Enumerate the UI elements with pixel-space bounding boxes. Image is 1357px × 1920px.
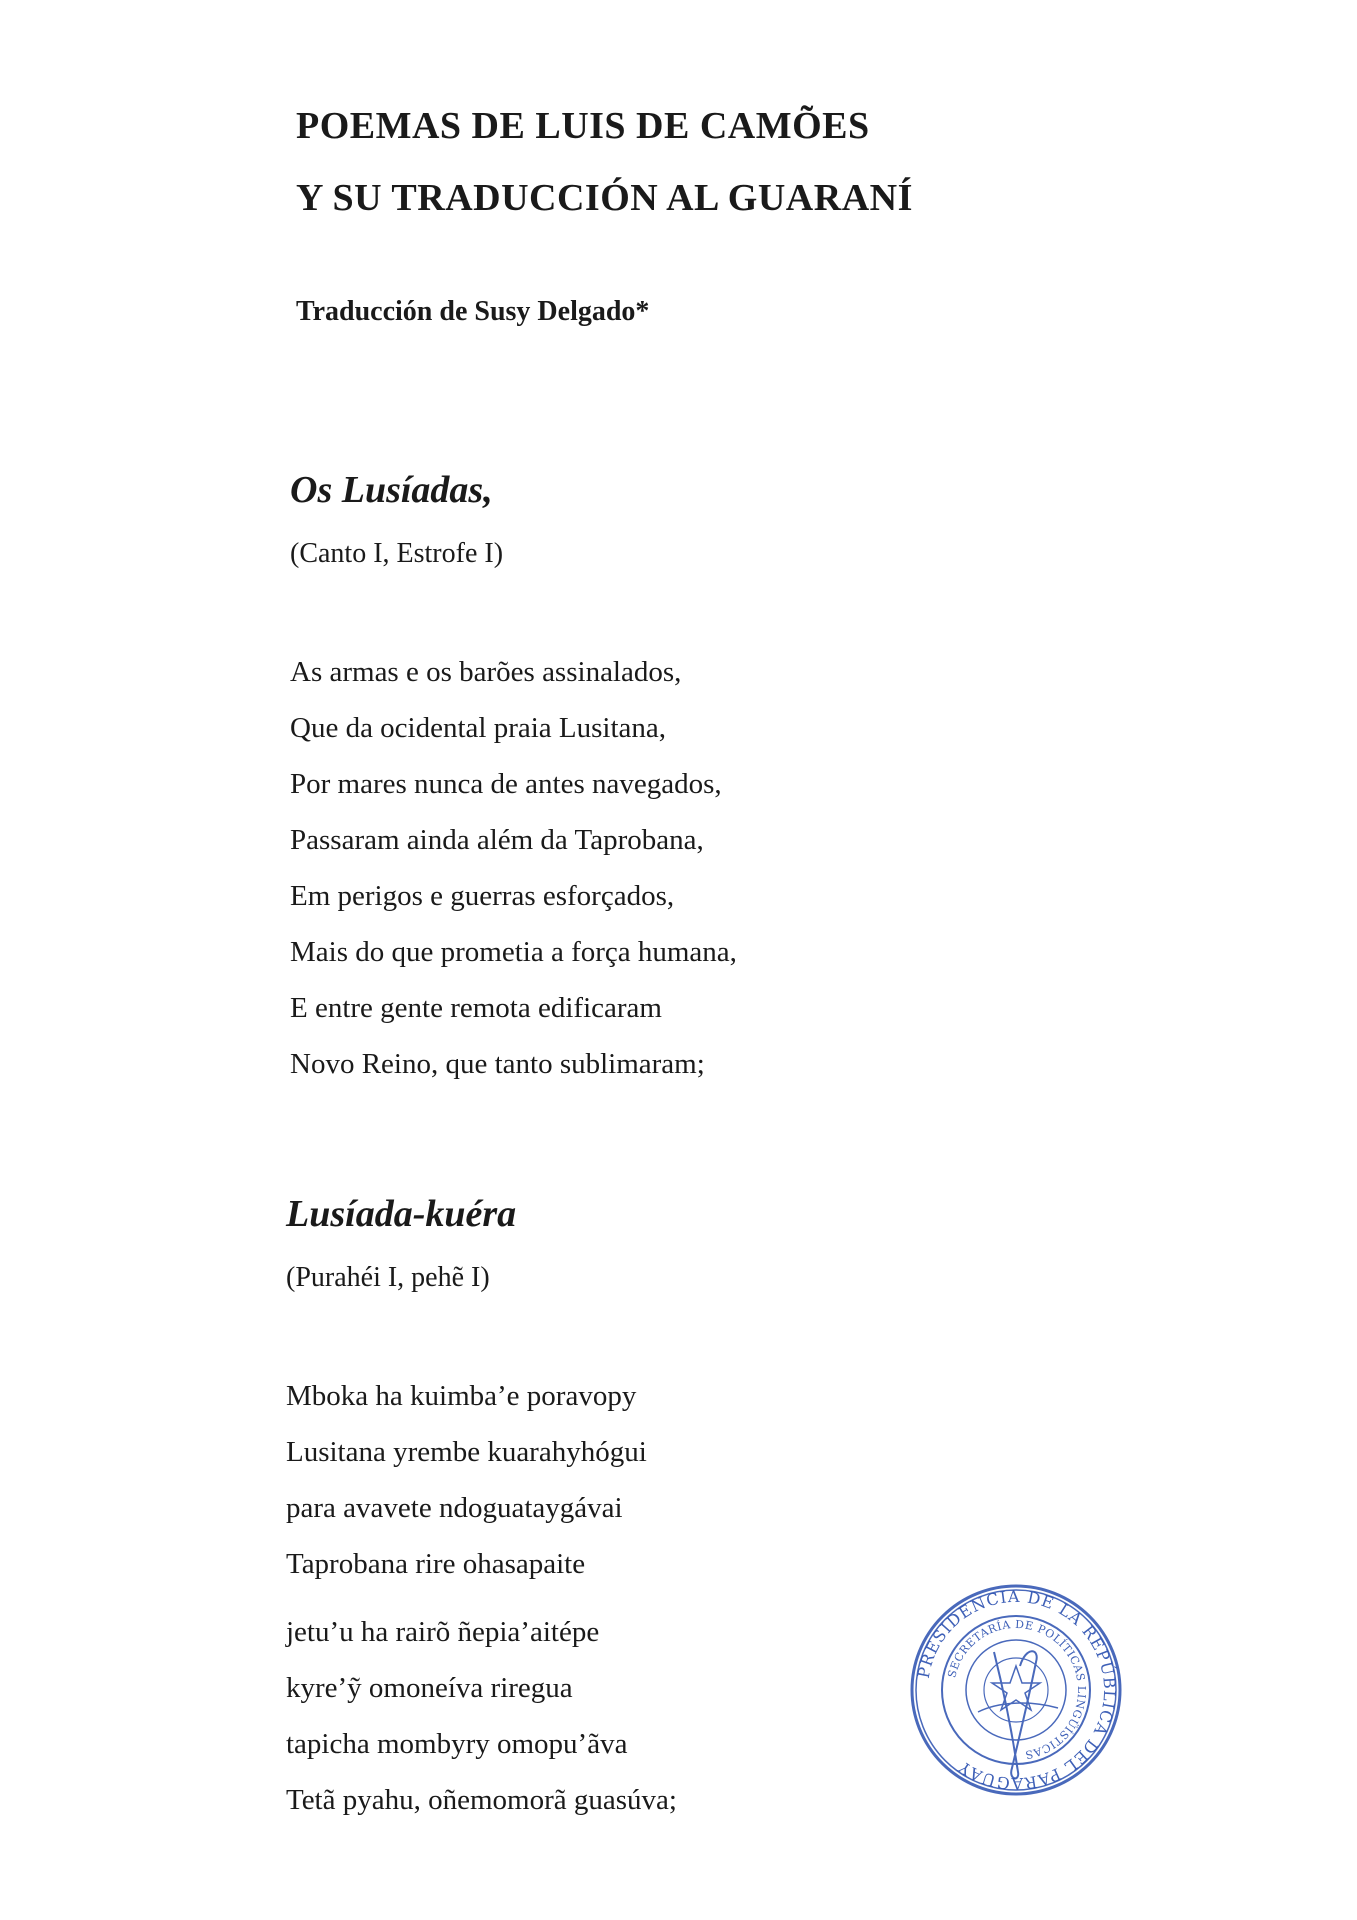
verse-line: As armas e os barões assinalados,	[290, 656, 682, 688]
translation-verses-part-1	[286, 1368, 647, 1592]
verse-line: para avavete ndoguataygávai	[286, 1492, 623, 1524]
verse-line: jetu’u ha rairõ ñepia’aitépe	[286, 1616, 600, 1648]
seal-outer-text: PRESIDENCIA DE LA REPÚBLICA DEL PARAGUAY	[913, 1586, 1120, 1794]
verse-line: E entre gente remota edificaram	[290, 992, 662, 1024]
verse-line: Mais do que prometia a força humana,	[290, 936, 737, 968]
verse-line: Tetã pyahu, oñemomorã guasúva;	[286, 1784, 677, 1816]
translator-credit: Traducción de Susy Delgado*	[296, 296, 650, 327]
seal-inner-text: SECRETARÍA DE POLÍTICAS LINGÜÍSTICAS	[945, 1617, 1089, 1762]
verse-line: tapicha mombyry omopu’ãva	[286, 1728, 628, 1760]
verse-line: Por mares nunca de antes navegados,	[290, 768, 722, 800]
document-title-line-1: POEMAS DE LUIS DE CAMÕES	[296, 105, 870, 147]
verse-line: Que da ocidental praia Lusitana,	[290, 712, 667, 744]
verse-line: Em perigos e guerras esforçados,	[290, 880, 675, 912]
original-poem-verses	[290, 644, 737, 1092]
verse-line: Lusitana yrembe kuarahyhógui	[286, 1436, 647, 1468]
translation-poem-title: Lusíada-kuéra	[286, 1193, 517, 1235]
document-title-line-2: Y SU TRADUCCIÓN AL GUARANÍ	[296, 177, 913, 219]
translation-poem-subtitle: (Purahéi I, pehẽ I)	[286, 1262, 490, 1293]
original-poem-subtitle: (Canto I, Estrofe I)	[290, 538, 504, 569]
verse-line: Passaram ainda além da Taprobana,	[290, 824, 704, 856]
verse-line: Novo Reino, que tanto sublimaram;	[290, 1048, 705, 1080]
verse-line: Taprobana rire ohasapaite	[286, 1548, 586, 1580]
official-seal-stamp	[908, 1582, 1124, 1798]
verse-line: kyre’ỹ omoneíva riregua	[286, 1672, 573, 1704]
translation-verses-part-2	[286, 1604, 677, 1828]
original-poem-title: Os Lusíadas,	[290, 469, 493, 511]
verse-line: Mboka ha kuimba’e poravopy	[286, 1380, 637, 1412]
